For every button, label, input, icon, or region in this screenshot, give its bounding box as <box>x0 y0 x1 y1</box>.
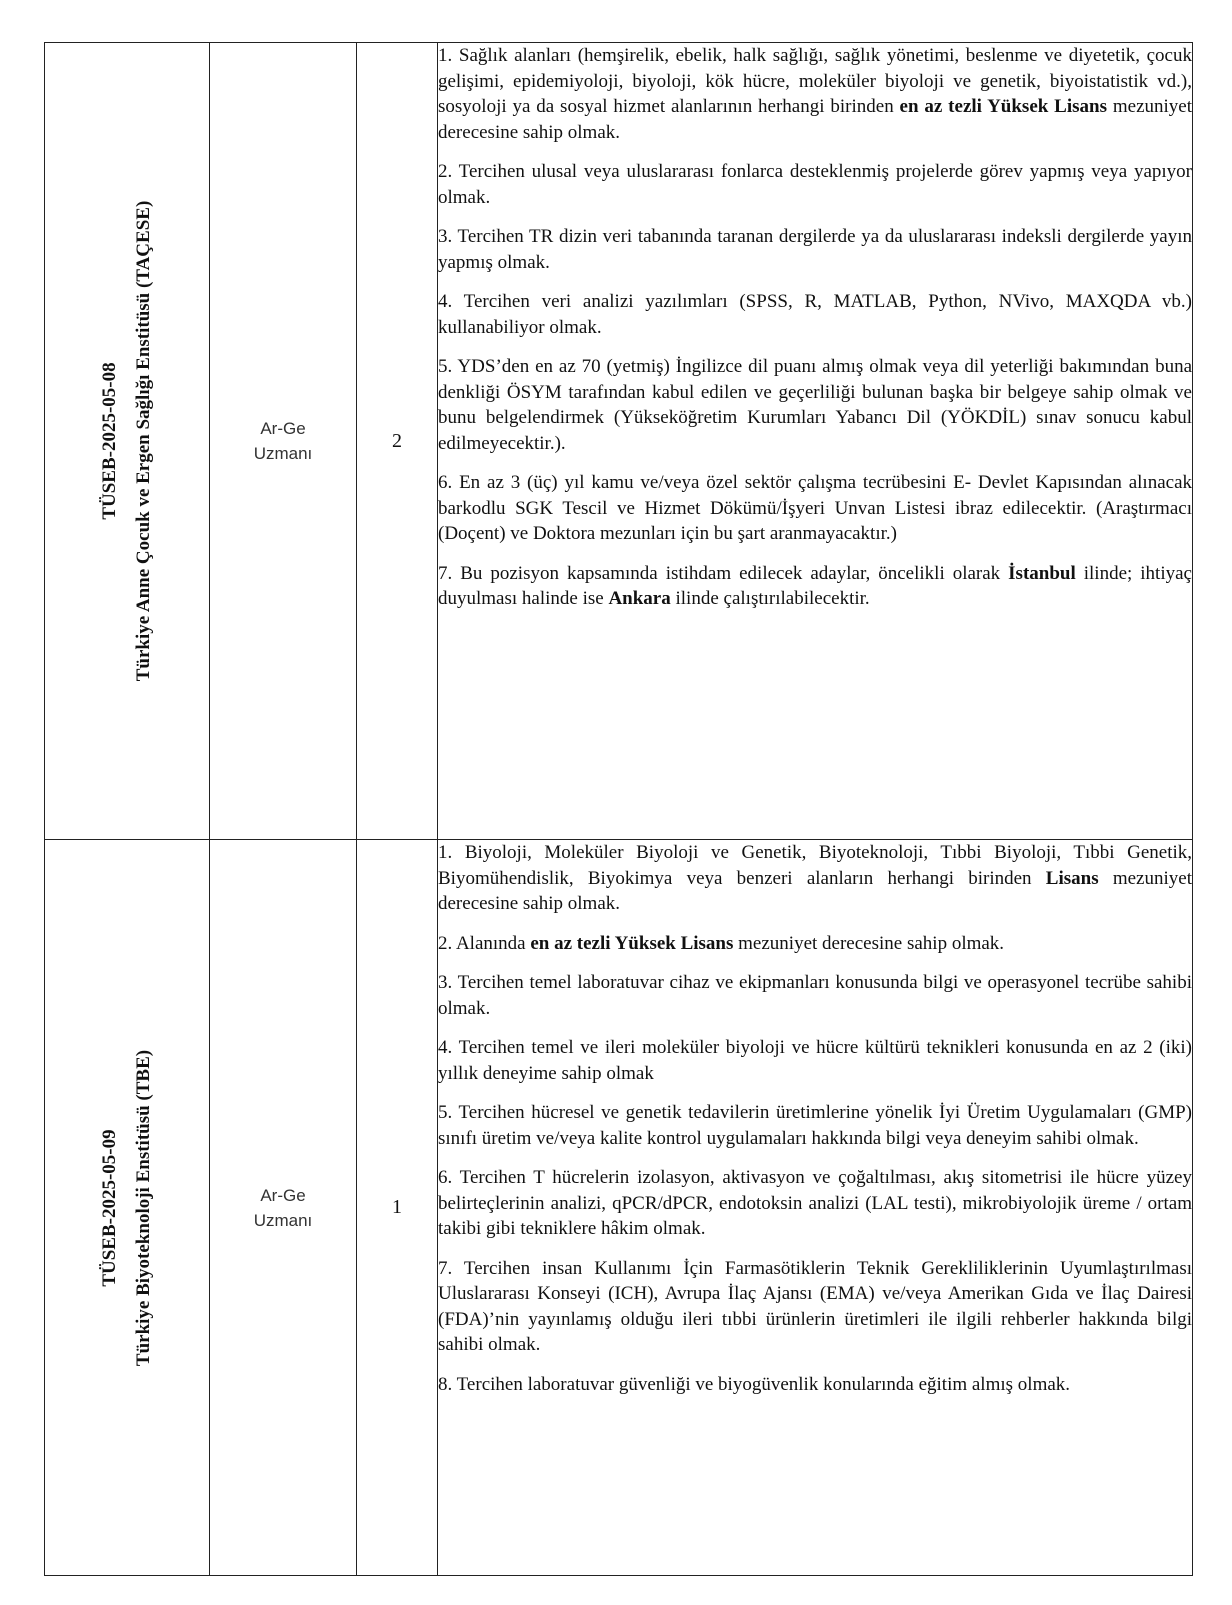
institute-name: Türkiye Anne Çocuk ve Ergen Sağlığı Enstitüsü (TAÇESE) <box>133 200 154 682</box>
requirement-item <box>438 289 1192 340</box>
requirement-item <box>438 1256 1192 1358</box>
positions-table <box>44 42 1193 1576</box>
requirement-item <box>438 1372 1192 1398</box>
requirement-text: 2. Alanında <box>438 932 531 954</box>
requirement-emphasis: İstanbul <box>1008 562 1076 584</box>
requirement-text: 5. YDS’den en az 70 (yetmiş) İngilizce dil puanı almış olmak veya dil yeterliği bakımından buna denkliği ÖSYM tarafından kabul edilen ve geçerliliği bulunan başka bir belgeye sahip olmak ve bunu belgelendirmek (Yükseköğretim Kurumları Yabancı Dil (YÖKDİL) sınav sonucu kabul edilmeyecektir.). <box>438 356 1192 454</box>
requirement-item <box>438 224 1192 275</box>
requirement-text: ilinde çalıştırılabilecektir. <box>670 588 870 609</box>
requirement-text: 1. Biyoloji, Moleküler Biyoloji ve Genetik, Biyoteknoloji, Tıbbi Biyoloji, Tıbbi Genetik, Biyomühendislik, Biyokimya veya benzeri alanların herhangi birinden <box>438 842 1192 889</box>
requirement-text: 3. Tercihen TR dizin veri tabanında taranan dergilerde ya da uluslararası indeksli dergilerde yayın yapmış olmak. <box>438 226 1192 273</box>
position-count: 1 <box>357 840 438 1576</box>
position-title-line2: Uzmanı <box>253 444 313 463</box>
position-code-label <box>93 1049 161 1365</box>
position-title-line1: Ar-Ge <box>260 419 306 438</box>
requirement-text: 4. Tercihen veri analizi yazılımları (SPSS, R, MATLAB, Python, NVivo, MAXQDA vb.) kullanabiliyor olmak. <box>438 291 1192 338</box>
requirement-text: 6. En az 3 (üç) yıl kamu ve/veya özel sektör çalışma tecrübesini E- Devlet Kapısından alınacak barkodlu SGK Tescil ve Hizmet Dökümü/İşyeri Unvan Listesi ibraz edilecektir. (Araştırmacı (Doçent) ve Doktora mezunları için bu şart aranmayacaktır.) <box>438 472 1192 544</box>
requirement-text: mezuniyet derecesine sahip olmak. <box>438 96 1192 143</box>
position-code: TÜSEB-2025-05-09 <box>99 1128 120 1287</box>
requirement-text: 5. Tercihen hücresel ve genetik tedavilerin üretimlerine yönelik İyi Üretim Uygulamaları (GMP) sınıfı üretim ve/veya kalite kontrol uygulamaları hakkında bilgi veya deneyim sahibi olmak. <box>438 1102 1192 1149</box>
requirement-text: ilinde; ihtiyaç duyulması halinde ise <box>438 562 1192 609</box>
requirement-item <box>438 840 1192 917</box>
position-code: TÜSEB-2025-05-08 <box>99 362 120 520</box>
requirement-item <box>438 159 1192 210</box>
requirement-item <box>438 354 1192 456</box>
position-code-cell <box>45 840 210 1576</box>
requirement-emphasis: Ankara <box>608 588 671 609</box>
position-title-cell <box>210 43 357 840</box>
requirement-text: 3. Tercihen temel laboratuvar cihaz ve ekipmanları konusunda bilgi ve operasyonel tecrübe sahibi olmak. <box>438 972 1192 1019</box>
position-count: 2 <box>357 43 438 840</box>
requirement-item <box>438 561 1192 612</box>
requirement-item <box>438 1035 1192 1086</box>
requirement-item <box>438 1100 1192 1151</box>
requirement-item <box>438 43 1192 145</box>
requirement-item <box>438 1165 1192 1242</box>
position-title-line1: Ar-Ge <box>260 1185 306 1205</box>
position-code-label <box>93 201 161 682</box>
requirements-cell <box>438 43 1193 840</box>
requirement-text: 7. Bu pozisyon kapsamında istihdam edilecek adaylar, öncelikli olarak <box>438 562 1009 584</box>
position-code-cell <box>45 43 210 840</box>
requirement-item <box>438 470 1192 547</box>
requirements-cell <box>438 840 1193 1576</box>
position-title-cell <box>210 840 357 1576</box>
table-row <box>45 43 1193 840</box>
requirement-emphasis: en az tezli Yüksek Lisans <box>530 932 734 954</box>
requirement-text: mezuniyet derecesine sahip olmak. <box>438 867 1192 914</box>
requirement-emphasis: Lisans <box>1045 867 1099 889</box>
requirement-text: 7. Tercihen insan Kullanımı İçin Farmasötiklerin Teknik Gerekliliklerinin Uyumlaştırılması Uluslararası Konseyi (ICH), Avrupa İlaç Ajansı (EMA) ve/veya Amerikan Gıda ve İlaç Dairesi (FDA)’nin yayınlamış olduğu ileri tıbbi ürünlerin üretimleri ile ilgili rehberler hakkında bilgi sahibi olmak. <box>438 1257 1192 1355</box>
requirement-emphasis: en az tezli Yüksek Lisans <box>899 96 1107 117</box>
requirement-item <box>438 970 1192 1021</box>
requirement-text: 1. Sağlık alanları (hemşirelik, ebelik, halk sağlığı, sağlık yönetimi, beslenme ve diyetetik, çocuk gelişimi, epidemiyoloji, biyoloji, kök hücre, moleküler biyoloji ve genetik, biyoistatistik vd.), sosyoloji ya da sosyal hizmet alanlarının herhangi birinden <box>438 45 1192 117</box>
requirement-text: 8. Tercihen laboratuvar güvenliği ve biyogüvenlik konularında eğitim almış olmak. <box>438 1373 1071 1395</box>
requirement-text: 4. Tercihen temel ve ileri moleküler biyoloji ve hücre kültürü teknikleri konusunda en az 2 (iki) yıllık deneyime sahip olmak <box>438 1037 1192 1084</box>
position-title-line2: Uzmanı <box>253 1210 313 1230</box>
table-row <box>45 840 1193 1576</box>
requirement-text: 2. Tercihen ulusal veya uluslararası fonlarca desteklenmiş projelerde görev yapmış veya yapıyor olmak. <box>438 161 1192 208</box>
institute-name: Türkiye Biyoteknoloji Enstitüsü (TBE) <box>133 1049 154 1366</box>
requirement-text: 6. Tercihen T hücrelerin izolasyon, aktivasyon ve çoğaltılması, akış sitometrisi ile hücre yüzey belirteçlerinin analizi, qPCR/dPCR, endotoksin analizi (LAL testi), mikrobiyolojik üreme / ortam takibi gibi tekniklere hâkim olmak. <box>438 1167 1192 1239</box>
requirement-item <box>438 931 1192 957</box>
requirement-text: mezuniyet derecesine sahip olmak. <box>733 932 1005 954</box>
